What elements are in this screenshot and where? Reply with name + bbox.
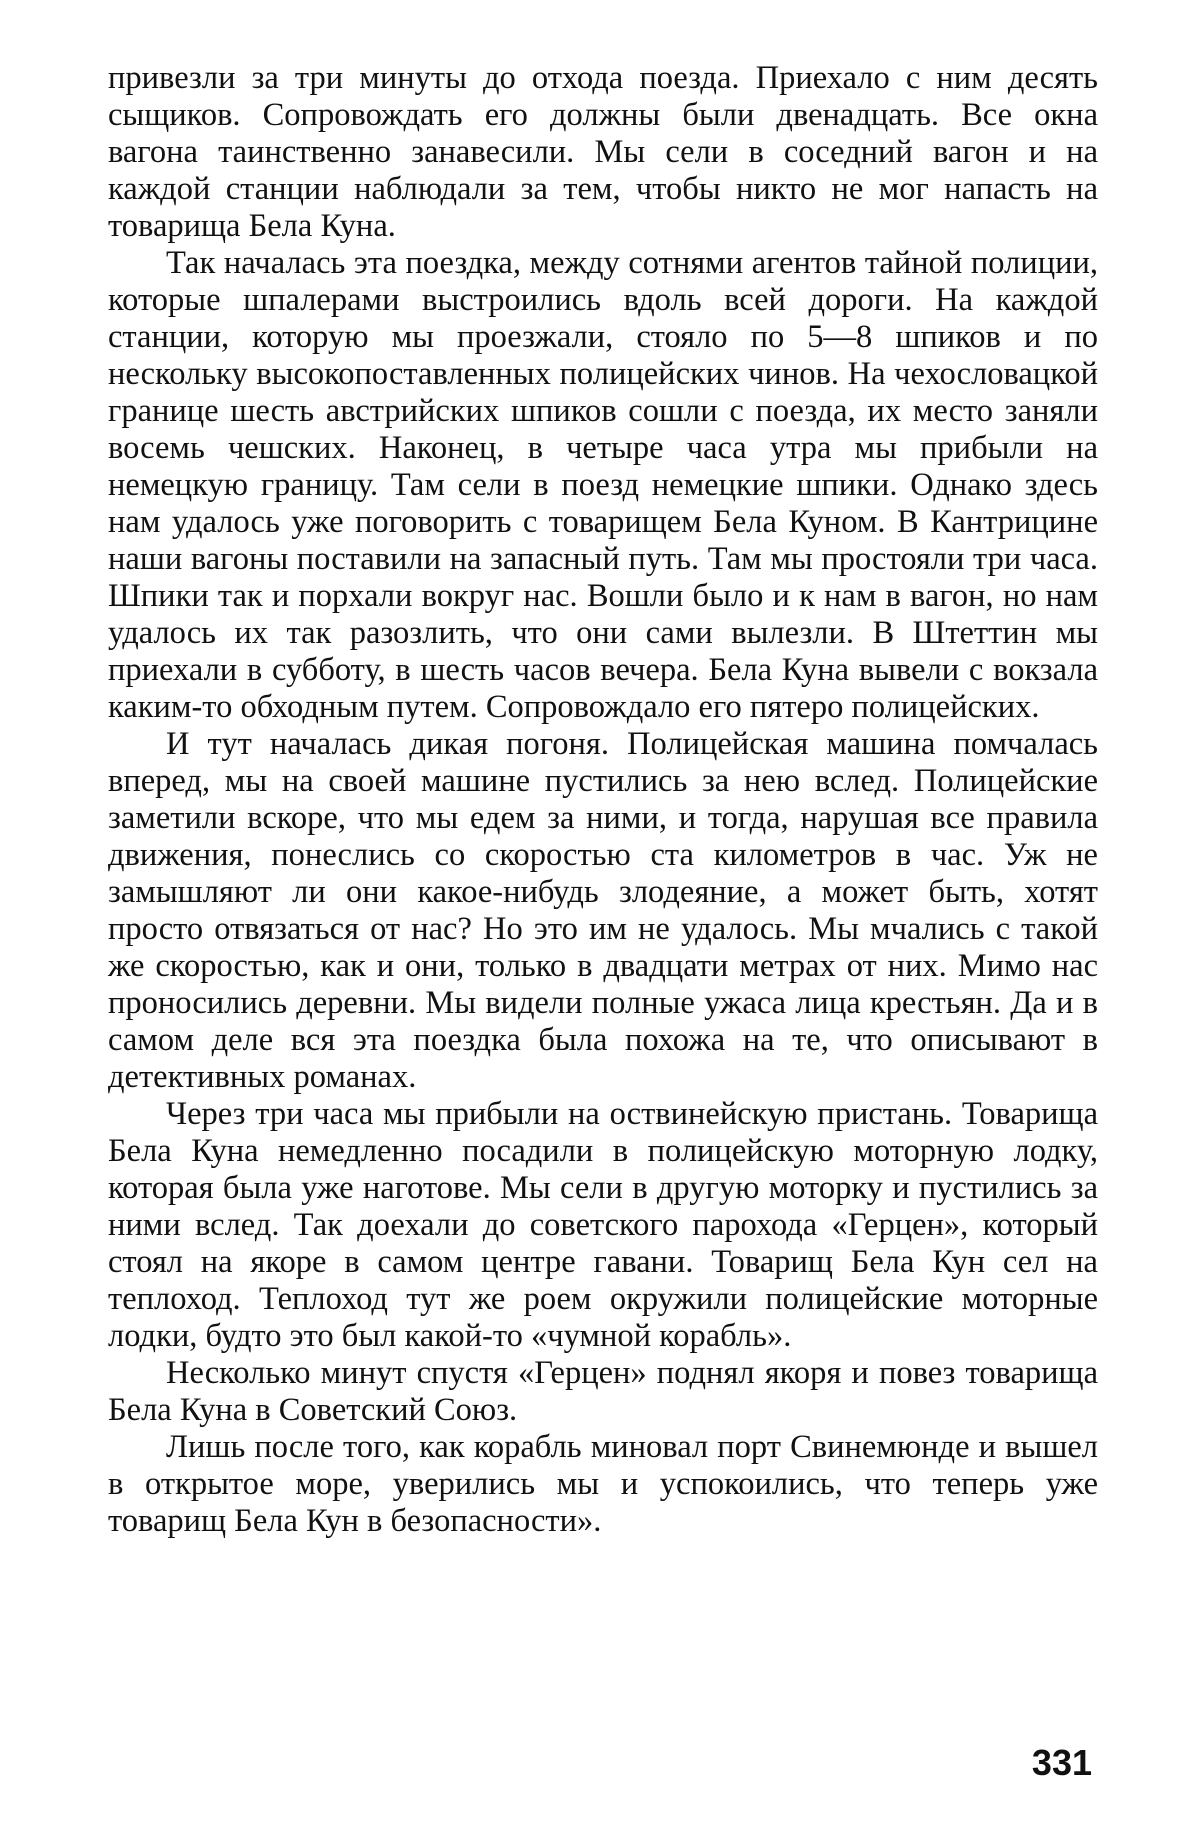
paragraph-open-sea: Лишь после того, как корабль миновал порт Свинемюнде и вышел в открытое море, уверились мы и успокоились, что теперь уже товарищ Бела Кун в безопасности».	[108, 1429, 1098, 1539]
page-number: 331	[1031, 1742, 1092, 1783]
paragraph-train-journey: Так началась эта поездка, между сотнями агентов тайной полиции, которые шпалерами выстроились вдоль всей дороги. На каждой станции, которую мы проезжали, стояло по 5—8 шпиков и по нескольку высокопоставленных полицейских чинов. На чехословацкой границе шесть австрийских шпиков сошли с поезда, их место заняли восемь чешских. Наконец, в четыре часа утра мы прибыли на немецкую границу. Там сели в поезд немецкие шпики. Однако здесь нам удалось уже поговорить с товарищем Бела Куном. В Кантрицине наши вагоны поставили на запасный путь. Там мы простояли три часа. Шпики так и порхали вокруг нас. Вошли было и к нам в вагон, но нам удалось их так разозлить, что они сами вылезли. В Штеттин мы приехали в субботу, в шесть часов вечера. Бела Куна вывели с вокзала каким-то обходным путем. Сопровождало его пятеро полицейских.	[108, 245, 1098, 725]
paragraph-harbor: Через три часа мы прибыли на оствинейскую пристань. Товарища Бела Куна немедленно посадили в полицейскую моторную лодку, которая была уже наготове. Мы сели в другую моторку и пустились за ними вслед. Так доехали до советского парохода «Герцен», который стоял на якоре в самом центре гавани. Товарищ Бела Кун сел на теплоход. Теплоход тут же роем окружили полицейские моторные лодки, будто это был какой-то «чумной корабль».	[108, 1096, 1098, 1354]
paragraph-car-chase: И тут началась дикая погоня. Полицейская машина помчалась вперед, мы на своей машине пустились за нею вслед. Полицейские заметили вскоре, что мы едем за ними, и тогда, нарушая все правила движения, понеслись со скоростью ста километров в час. Уж не замышляют ли они какое-нибудь злодеяние, а может быть, хотят просто отвязаться от нас? Но это им не удалось. Мы мчались с такой же скоростью, как и они, только в двадцати метрах от них. Мимо нас проносились деревни. Мы видели полные ужаса лица крестьян. Да и в самом деле вся эта поездка была похожа на те, что описывают в детективных романах.	[108, 726, 1098, 1095]
paragraph-departure: Несколько минут спустя «Герцен» поднял якоря и повез товарища Бела Куна в Советский Союз.	[108, 1355, 1098, 1428]
paragraph-continuation: привезли за три минуты до отхода поезда. Приехало с ним десять сыщиков. Сопровождать его должны были двенадцать. Все окна вагона таинственно занавесили. Мы сели в соседний вагон и на каждой станции наблюдали за тем, чтобы никто не мог напасть на товарища Бела Куна.	[108, 60, 1098, 244]
page-body	[108, 60, 1098, 1540]
